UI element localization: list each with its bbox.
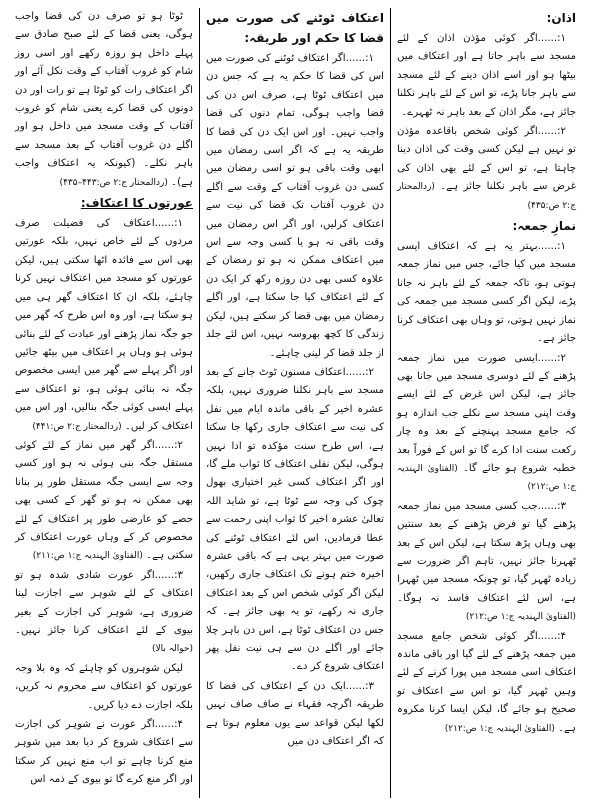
- reference-citation: (ردالمحتار ج:۲ ص:۴۳۵): [397, 182, 576, 211]
- paragraph: [15, 567, 193, 659]
- paragraph-text: ۱:......اگر اعتکاف ٹوٹنے کی صورت میں اس کی قضا کا حکم یہ ہے کہ جس دن میں اعتکاف ٹوٹا ہے، صرف اس دن کی قضا واجب ہوگی، تمام دنوں کی قضا واجب نہیں۔ اور اس ایک دن کی قضا کا طریقہ یہ ہے کہ اگر اسی رمضان میں ابھی وقت باقی ہو تو اسی رمضان میں کسی دن غروب آفتاب کے وقت سے اگلے دن غروب آفتاب تک قضا کی نیت سے اعتکاف کرلیں، اور اگر اس رمضان میں وقت باقی نہ ہو یا کسی وجہ سے اس میں اعتکاف ممکن نہ ہو تو رمضان کے علاوہ کسی بھی دن روزہ رکھ کر ایک دن کے لئے اعتکاف کیا جا سکتا ہے، اور اگلے رمضان میں بھی قضا کر سکتے ہیں، لیکن زندگی کا کچھ بھروسہ نہیں، اس لئے جلد از جلد قضا کر لینی چاہئے۔: [206, 53, 384, 359]
- reference-citation: (ردالمحتار ج:۲ ص:۴۴۱): [32, 421, 122, 432]
- paragraph: [15, 716, 193, 790]
- paragraph: [15, 437, 193, 566]
- heading-text: اعتکاف ٹوٹنے کی صورت میں قضا کا حکم اور طریقہ:: [206, 11, 384, 45]
- paragraph: [397, 238, 576, 348]
- reference-citation: (ردالمحتار ج:۲ ص:۴۴۳–۴۳۵): [59, 177, 168, 188]
- section-heading: [397, 8, 576, 28]
- paragraph-text: لیکن شوہروں کو چاہئے کہ وہ بلا وجہ عورتوں کو اعتکاف سے محروم نہ کریں، بلکہ اجازت دے دیا کریں۔: [15, 662, 193, 711]
- paragraph: [15, 8, 193, 192]
- paragraph-text: ۲:......اعتکاف مسنون ٹوٹ جانے کے بعد مسجد سے باہر نکلنا ضروری نہیں، بلکہ عشرہ اخیر کے باقی ماندہ ایام میں نفل کی نیت سے اعتکاف جاری رکھا جا سکتا ہے، اس طرح سنت مؤکدہ تو ادا نہیں ہوگی، لیکن نفلی اعتکاف کا ثواب ملے گا، اور اگر اعتکاف کسی غیر اختیاری بھول چوک کی وجہ سے ٹوٹا ہے، تو شاید اللہ تعالیٰ عشرہ اخیر کا ثواب اپنی رحمت سے عطا فرمادیں، اس لئے اعتکاف ٹوٹنے کی صورت میں بہتر یہی ہے کہ باقی عشرہ اخیرہ ختم ہونے تک اعتکاف جاری رکھیں، لیکن اگر کوئی شخص اس کے بعد اعتکاف جاری نہ رکھے، تو یہ بھی جائز ہے۔ کہ جس دن اعتکاف ٹوٹا ہے، اس دن باہر چلا جائے اور اگلے دن سے ہی نیت نفل پھر اعتکاف شروع کر دے۔: [206, 366, 384, 673]
- paragraph: [397, 498, 576, 627]
- reference-citation: (حوالہ بالا): [152, 644, 193, 655]
- paragraph: [206, 364, 384, 677]
- reference-citation: (الفتاویٰ الہندیہ ج:۱ ص:۲۱۱): [32, 551, 143, 562]
- text-column-3: [9, 8, 200, 798]
- heading-text: اذان:: [546, 11, 576, 25]
- paragraph-text: ۱:......بہتر یہ ہے کہ اعتکاف ایسی مسجد میں کیا جائے، جس میں نماز جمعہ ہوتی ہو، تاکہ جمعہ کے لئے باہر نہ جانا پڑے، لیکن اگر کسی مسجد میں جمعہ کی نماز نہیں ہوتی، تو وہاں بھی اعتکاف کرنا جائز ہے۔: [397, 241, 576, 345]
- section-heading: [15, 193, 193, 213]
- reference-citation: (الفتاویٰ الہندیہ ج:۱ ص:۲۱۲): [465, 612, 576, 623]
- paragraph: [397, 123, 576, 215]
- paragraph: [397, 628, 576, 738]
- text-column-2: [200, 8, 391, 798]
- paragraph-text: ۴:......اگر عورت نے شوہر کی اجازت سے اعتکاف شروع کر دیا بعد میں شوہر منع کرنا چاہے تو اب منع نہیں کر سکتا اور اگر منع کرے گا تو بیوی کے ذمہ اس: [15, 719, 193, 786]
- paragraph-text: ۴:......اگر کوئی شخص جامع مسجد میں جمعہ پڑھنے کے لئے گیا اور باقی ماندہ اعتکاف اسی مسجد میں پورا کرنے کے لئے وہیں ٹھہر گیا، تو اس سے اعتکاف تو صحیح ہو جائے گا، لیکن ایسا کرنا مکروہ ہے۔: [397, 630, 576, 734]
- paragraph-text: ۳:......ایک دن کے اعتکاف کی قضا کا طریقہ اگرچہ فقہاء نے صاف صاف نہیں لکھا لیکن قواعد سے یوں معلوم ہوتا ہے کہ اگر اعتکاف دن میں: [206, 680, 384, 748]
- paragraph-text: ٹوٹا ہو تو صرف دن کی قضا واجب ہوگی، یعنی قضا کے لئے صبح صادق سے پہلے داخل ہو روزہ رکھے اور اسی روز شام کو غروب آفتاب کے وقت نکل آئے اور اگر اعتکاف رات کو ٹوٹا ہے تو رات اور دن دونوں کی قضا کرے یعنی شام کو غروب آفتاب کے وقت مسجد میں داخل ہو اور اگلے دن غروب آفتاب کے بعد مسجد سے باہر نکلے۔ (کیونکہ یہ اعتکاف واجب ہے)۔: [15, 11, 193, 188]
- paragraph: [206, 50, 384, 363]
- paragraph-text: ۲:......ایسی صورت میں نماز جمعہ پڑھنے کے لئے دوسری مسجد میں جانا بھی جائز ہے، لیکن اس غرض کے لئے ایسے وقت اپنی مسجد سے نکلے جب اندازہ ہو کہ جامع مسجد پہنچنے کے بعد وہ چار رکعت سنت ادا کرے گا تو اس کے فوراً بعد خطبہ شروع ہو جائے گا۔: [397, 352, 576, 474]
- paragraph-text: ۳:......اگر عورت شادی شدہ ہو تو اعتکاف کے لئے شوہر سے اجازت لینا ضروری ہے، شوہر کی اجازت کے بغیر بیوی کے لئے اعتکاف کرنا جائز نہیں۔: [15, 569, 193, 636]
- paragraph: [15, 215, 193, 436]
- paragraph-text: ۳:......جب کسی مسجد میں نماز جمعہ پڑھنے گیا تو فرض پڑھنے کے بعد سنتیں بھی وہاں پڑھ سکتا ہے، لیکن اس کے بعد ٹھہرنا جائز نہیں، تاہم اگر ضرورت سے زیادہ ٹھہر گیا، تو چونکہ مسجد میں ٹھہرا ہے، اس لئے اعتکاف فاسد نہ ہوگا۔: [397, 500, 576, 604]
- paragraph: [206, 678, 384, 752]
- heading-text: عورتوں کا اعتکاف:: [80, 196, 193, 211]
- paragraph: [397, 350, 576, 497]
- paragraph: [397, 30, 576, 122]
- reference-citation: (الفتاویٰ الہندیہ ج:۱ ص:۲۱۲): [397, 463, 576, 493]
- paragraph-text: ۲:......اگر کوئی شخص باقاعدہ مؤذن تو نہیں ہے لیکن کسی وقت کی اذان دینا چاہتا ہے، تو اس کے لئے بھی اذان کی غرض سے باہر نکلنا جائز ہے۔: [397, 126, 576, 193]
- heading-text: نمازِ جمعہ:: [512, 219, 576, 234]
- paragraph-text: ۱:......اعتکاف کی فضیلت صرف مردوں کے لئے خاص نہیں، بلکہ عورتیں بھی اس سے فائدہ اٹھا سکتی ہیں، لیکن عورتوں کو مسجد میں اعتکاف نہیں کرنا چاہئے، بلکہ ان کا اعتکاف گھر ہی میں ہو سکتا ہے، اور وہ اس طرح کہ گھر میں جو جگہ نماز پڑھنے اور عبادت کے لئے بنائی ہوئی ہو وہاں پر اعتکاف میں بیٹھ جائیں اور اگر پہلے سے گھر میں ایسی مخصوص جگہ نہ بنائی ہوئی ہو، تو اعتکاف سے پہلے ایسی کوئی جگہ بنالیں، اور اس میں اعتکاف کر لیں۔: [15, 218, 193, 432]
- text-column-1: [391, 8, 582, 798]
- reference-citation: (الفتاویٰ الہندیہ ج:۱ ص:۲۱۲): [444, 723, 555, 734]
- section-heading: [206, 8, 384, 48]
- section-heading: [397, 216, 576, 236]
- paragraph: [15, 660, 193, 715]
- paragraph-text: ۲:......اگر گھر میں نماز کے لئے کوئی مستقل جگہ بنی ہوئی نہ ہو اور کسی وجہ سے ایسی جگہ مستقل طور پر بنانا بھی ممکن نہ ہو تو گھر کے کسی بھی حصے کو عارضی طور پر اعتکاف کے لئے مخصوص کر کے وہاں عورت اعتکاف کر سکتی ہے۔: [15, 439, 193, 562]
- paragraph-text: ۱:......اگر کوئی مؤذن اذان کے لئے مسجد سے باہر جاتا ہے اور اعتکاف میں بیٹھا ہو اور اسے اذان دینے کے لئے مسجد سے باہر جانا پڑے، تو اس کے لئے باہر نکلنا جائز ہے، مگر اذان کے بعد باہر نہ ٹھہرے۔: [397, 33, 576, 118]
